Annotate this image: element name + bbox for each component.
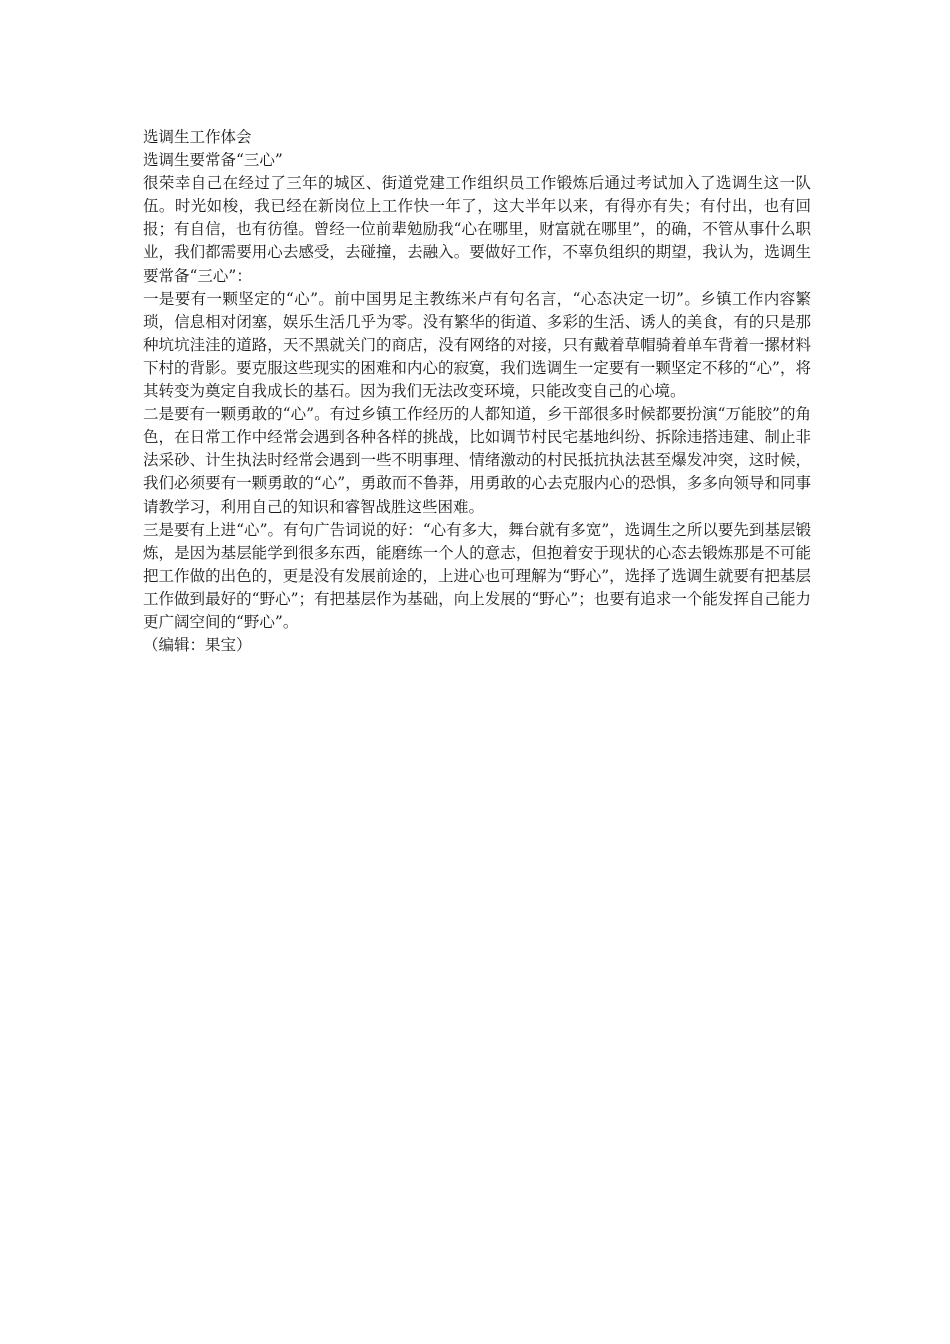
editor-note: （编辑：果宝） [143, 636, 252, 655]
paragraph-point-one: 一是要有一颗坚定的“心”。前中国男足主教练米卢有句名言，“心态决定一切”。乡镇工作内容繁琐，信息相对闭塞，娱乐生活几乎为零。没有繁华的街道、多彩的生活、诱人的美食，有的只是那种坑坑洼洼的道路，天不黑就关门的商店，没有网络的对接，只有戴着草帽骑着单车背着一摞材料下村的背影。要克服这些现实的困难和内心的寂寞，我们选调生一定要有一颗坚定不移的“心”，将其转变为奠定自我成长的基石。因为我们无法改变环境，只能改变自己的心境。 [143, 289, 811, 401]
document-body [143, 126, 811, 657]
paragraph-point-three: 三是要有上进“心”。有句广告词说的好：“心有多大，舞台就有多宽”，选调生之所以要先到基层锻炼，是因为基层能学到很多东西，能磨练一个人的意志，但抱着安于现状的心态去锻炼那是不可能把工作做的出色的，更是没有发展前途的，上进心也可理解为“野心”，选择了选调生就要有把基层工作做到最好的“野心”；有把基层作为基础，向上发展的“野心”；也要有追求一个能发挥自己能力更广阔空间的“野心”。 [143, 520, 811, 631]
document-subtitle: 选调生要常备“三心” [143, 151, 283, 170]
paragraph-point-two: 二是要有一颗勇敢的“心”。有过乡镇工作经历的人都知道，乡干部很多时候都要扮演“万能胶”的角色，在日常工作中经常会遇到各种各样的挑战，比如调节村民宅基地纠纷、拆除违搭违建、制止非法采砂、计生执法时经常会遇到一些不明事理、情绪激动的村民抵抗执法甚至爆发冲突，这时候，我们必须要有一颗勇敢的“心”，勇敢而不鲁莽，用勇敢的心去克服内心的恐惧，多多向领导和同事请教学习，利用自己的知识和睿智战胜这些困难。 [143, 405, 811, 516]
document-title: 选调生工作体会 [143, 128, 252, 146]
paragraph-intro: 很荣幸自己在经过了三年的城区、街道党建工作组织员工作锻炼后通过考试加入了选调生这一队伍。时光如梭，我已经在新岗位上工作快一年了，这大半年以来，有得亦有失；有付出，也有回报；有自信，也有彷徨。曾经一位前辈勉励我“心在哪里，财富就在哪里”，的确，不管从事什么职业，我们都需要用心去感受，去碰撞，去融入。要做好工作，不辜负组织的期望，我认为，选调生要常备“三心”： [143, 174, 811, 285]
